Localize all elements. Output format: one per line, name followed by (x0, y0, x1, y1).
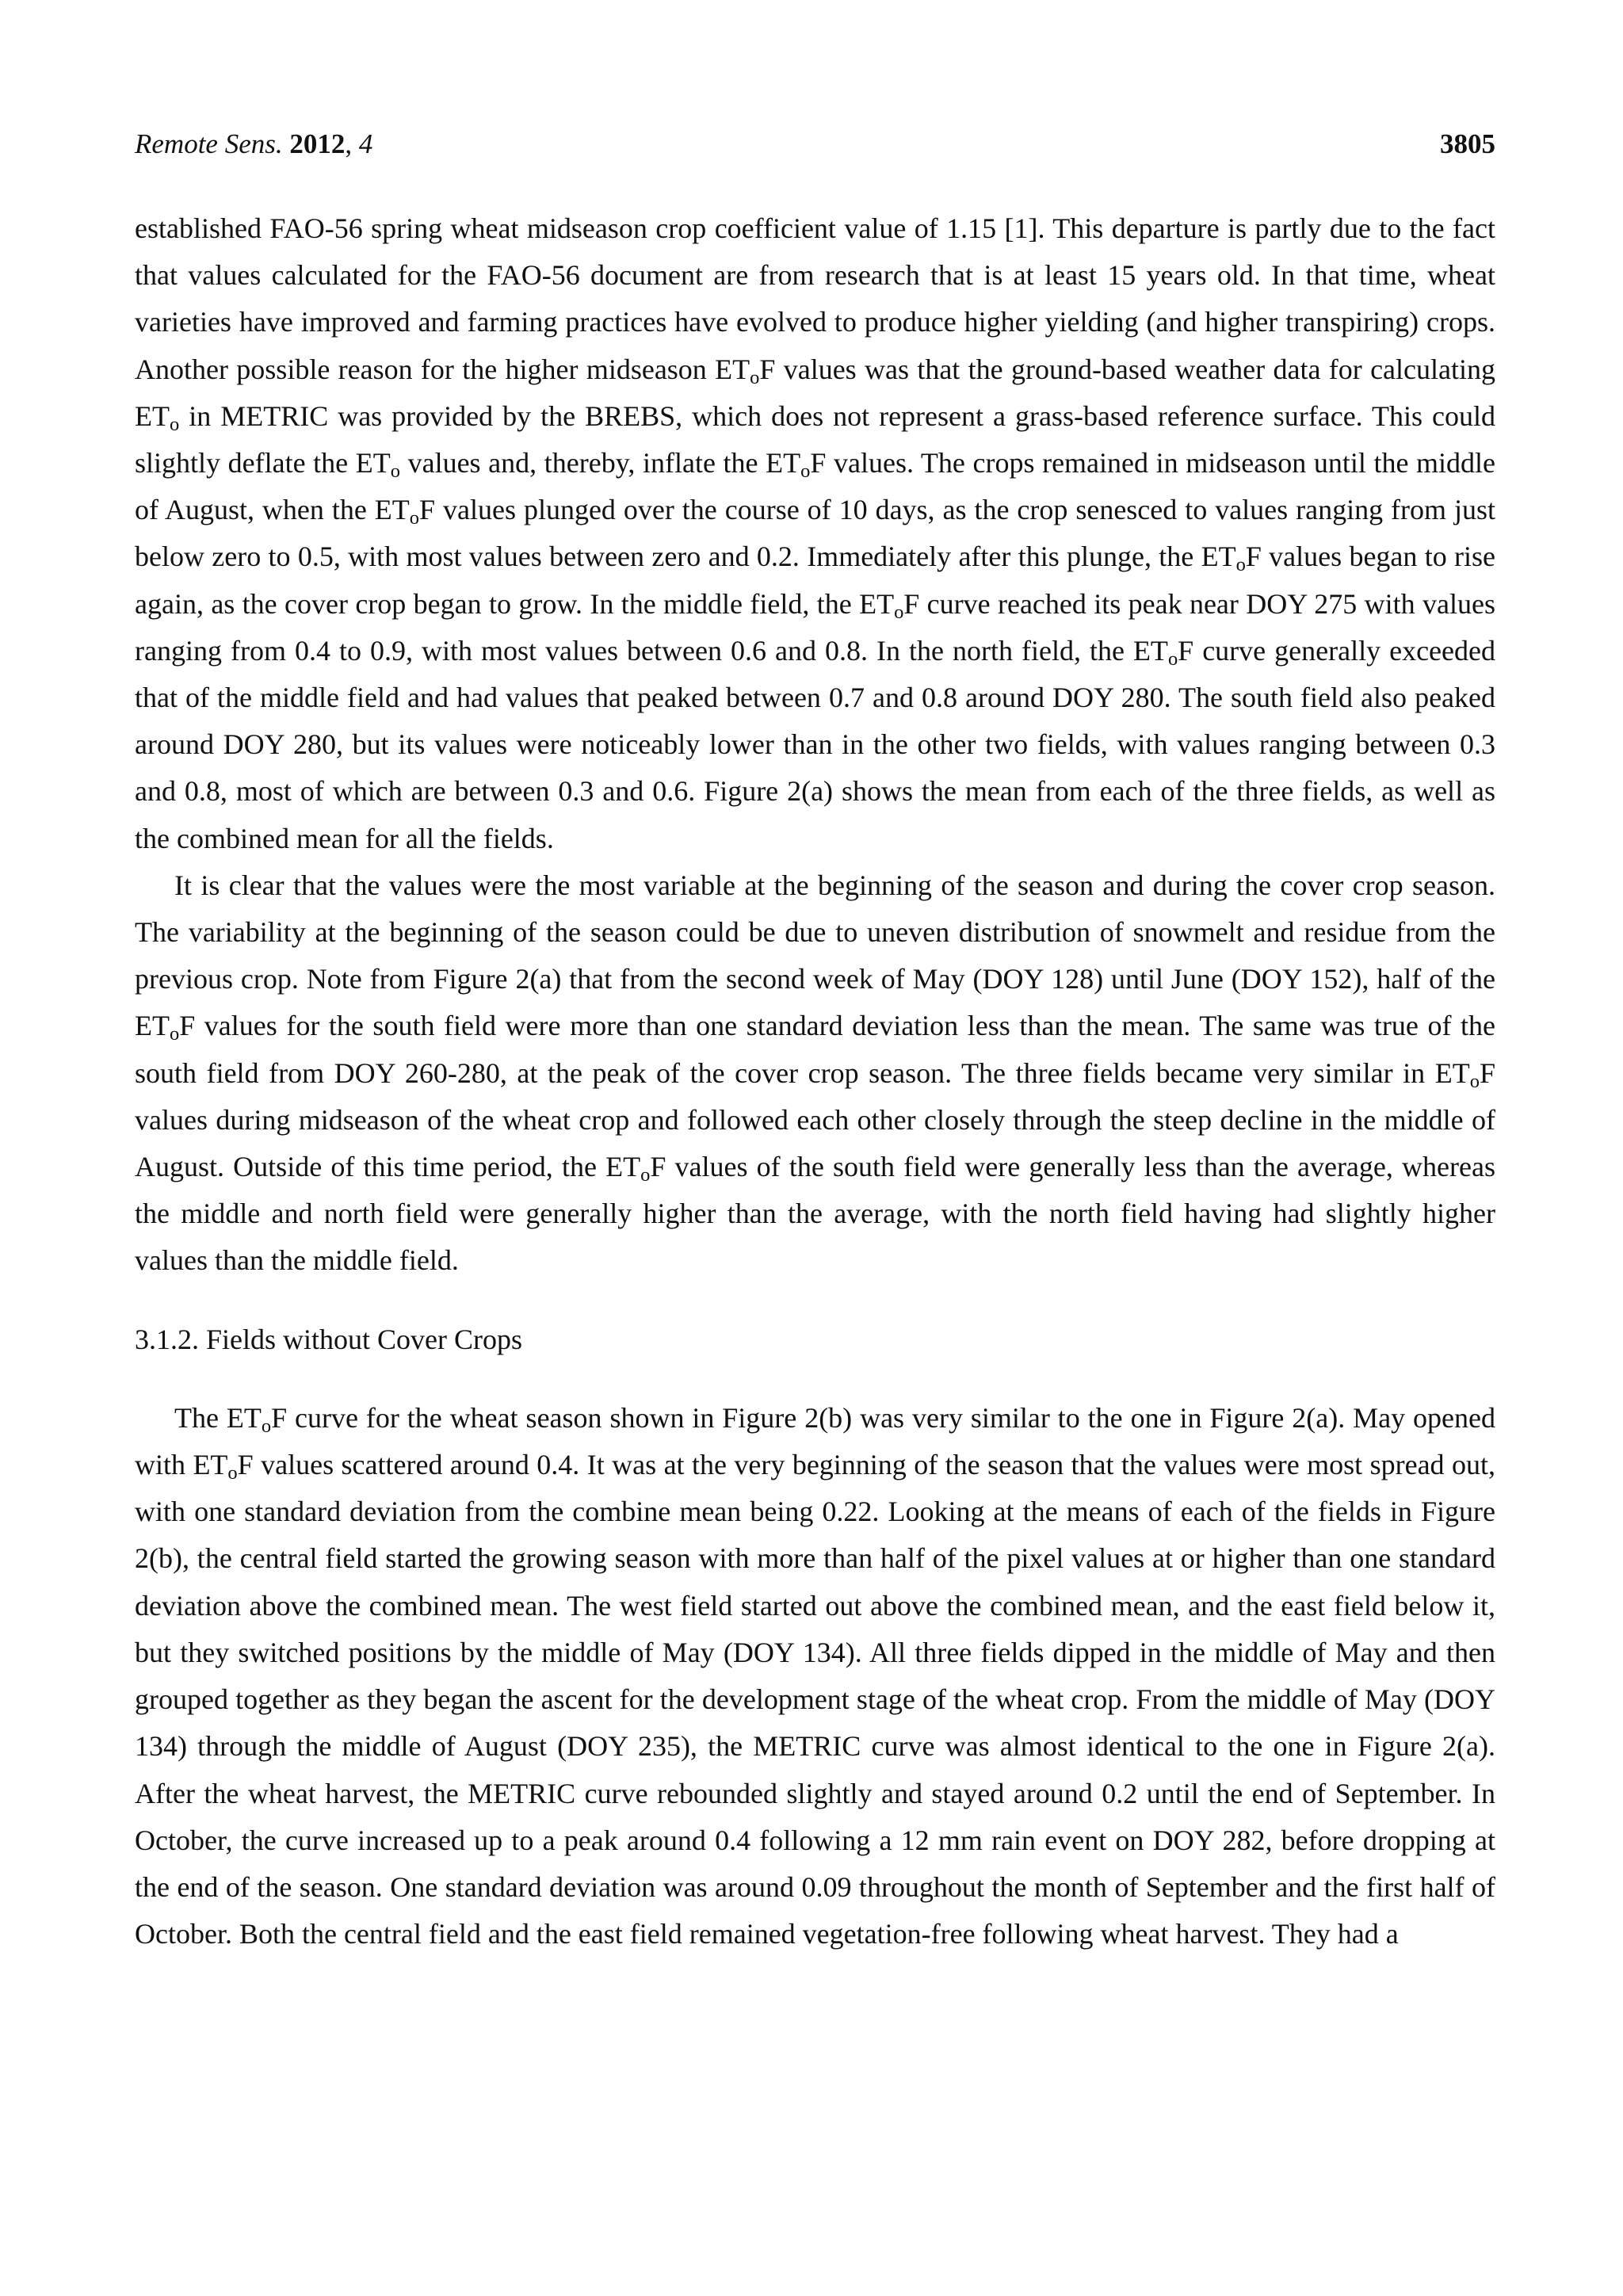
document-page (135, 127, 1495, 1958)
section-heading: 3.1.2. Fields without Cover Crops (135, 1323, 523, 1355)
journal-volume: 4 (358, 128, 373, 159)
journal-name: Remote Sens. (135, 128, 283, 159)
page-header (135, 127, 1495, 162)
body-paragraph: It is clear that the values were the most variable at the beginning of the season and during the cover crop season. The variability at the beginning of the season could be due to uneven distribution of snowmelt and residue from the previous crop. Note from Figure 2(a) that from the second week of May (DOY 128) until June (DOY 152), half of the $ET_oF$ values for the south field were more than one standard deviation less than the mean. The same was true of the south field from DOY 260-280, at the peak of the cover crop season. The three fields became very similar in $ET_oF$ values during midseason of the wheat crop and followed each other closely through the steep decline in the middle of August. Outside of this time period, the $ET_oF$ values of the south field were generally less than the average, whereas the middle and north field were generally higher than the average, with the north field having had slightly higher values than the middle field. (135, 869, 1495, 1277)
body-paragraph: established FAO-56 spring wheat midseason crop coefficient value of 1.15 [1]. This departure is partly due to the fact that values calculated for the FAO-56 document are from research that is at least 15 years old. In that time, wheat varieties have improved and farming practices have evolved to produce higher yielding (and higher transpiring) crops. Another possible reason for the higher midseason $ET_oF$ values was that the ground-based weather data for calculating $ET_o$ in METRIC was provided by the BREBS, which does not represent a grass-based reference surface. This could slightly deflate the $ET_o$ values and, thereby, inflate the $ET_oF$ values. The crops remained in midseason until the middle of August, when the $ET_oF$ values plunged over the course of 10 days, as the crop senesced to values ranging from just below zero to 0.5, with most values between zero and 0.2. Immediately after this plunge, the $ET_oF$ values began to rise again, as the cover crop began to grow. In the middle field, the $ET_oF$ curve reached its peak near DOY 275 with values ranging from 0.4 to 0.9, with most values between 0.6 and 0.8. In the north field, the $ET_oF$ curve generally exceeded that of the middle field and had values that peaked between 0.7 and 0.8 around DOY 280. The south field also peaked around DOY 280, but its values were noticeably lower than in the other two fields, with values ranging between 0.3 and 0.8, most of which are between 0.3 and 0.6. Figure 2(a) shows the mean from each of the three fields, as well as the combined mean for all the fields. (135, 212, 1496, 854)
body-paragraph: The $ET_oF$ curve for the wheat season shown in Figure 2(b) was very similar to the one in Figure 2(a). May opened with $ET_oF$ values scattered around 0.4. It was at the very beginning of the season that the values were most spread out, with one standard deviation from the combine mean being 0.22. Looking at the means of each of the fields in Figure 2(b), the central field started the growing season with more than half of the pixel values at or higher than one standard deviation above the combined mean. The west field started out above the combined mean, and the east field below it, but they switched positions by the middle of May (DOY 134). All three fields dipped in the middle of May and then grouped together as they began the ascent for the development stage of the wheat crop. From the middle of May (DOY 134) through the middle of August (DOY 235), the METRIC curve was almost identical to the one in Figure 2(a). After the wheat harvest, the METRIC curve rebounded slightly and stayed around 0.2 until the end of September. In October, the curve increased up to a peak around 0.4 following a 12 mm rain event on DOY 282, before dropping at the end of the season. One standard deviation was around 0.09 throughout the month of September and the first half of October. Both the central field and the east field remained vegetation-free following wheat harvest. They had a (135, 1401, 1496, 1950)
journal-year: 2012 (289, 128, 346, 159)
page-number: 3805 (1440, 128, 1495, 159)
journal-citation: Remote Sens. 2012, 4 (135, 128, 373, 159)
